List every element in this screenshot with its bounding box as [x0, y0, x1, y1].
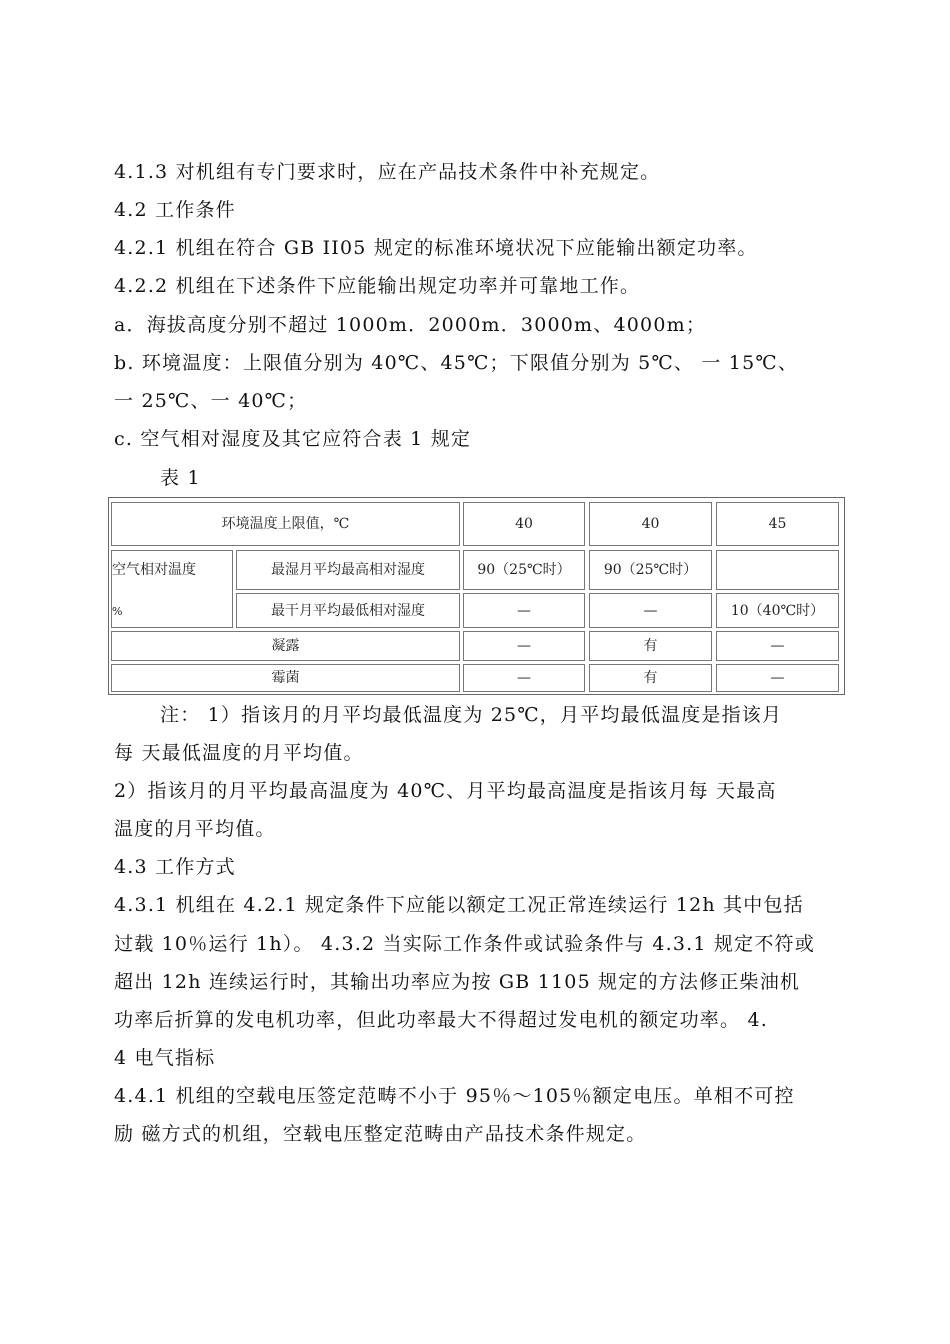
table-cell: 45	[716, 502, 839, 546]
table-cell: 10（40℃时）	[716, 593, 839, 628]
heading-4-4: 4 电气指标	[114, 1047, 216, 1069]
paragraph-4-2-1: 4.2.1 机组在符合 GB II05 规定的标准环境状况下应能输出额定功率。	[114, 237, 758, 259]
paragraph-4-1-3: 4.1.3 对机组有专门要求时，应在产品技术条件中补充规定。	[114, 161, 661, 183]
paragraph-4-4-1-cont: 励 磁方式的机组，空载电压整定范畴由产品技术条件规定。	[114, 1123, 647, 1145]
conditions-table	[108, 497, 845, 695]
item-c: c. 空气相对湿度及其它应符合表 1 规定	[114, 428, 472, 450]
table-cell: —	[589, 593, 712, 628]
table-cell: —	[463, 631, 585, 661]
item-b-continued: 一 25℃、一 40℃；	[114, 390, 308, 412]
row-label-min-humidity: 最干月平均最低相对湿度	[236, 593, 460, 628]
table-cell: —	[463, 664, 585, 692]
note-2: 2）指该月的月平均最高温度为 40℃、月平均最高温度是指该月每 天最高	[114, 780, 777, 802]
item-b: b. 环境温度：上限值分别为 40℃、45℃；下限值分别为 5℃、 一 15℃、	[114, 352, 799, 374]
table-cell: 40	[589, 502, 712, 546]
item-a: a．海拔高度分别不超过 1000m．2000m．3000m、4000m；	[114, 314, 707, 336]
note-2-continued: 温度的月平均值。	[114, 818, 276, 840]
paragraph-4-3-1-cont-1: 过载 10％运行 1h）。 4.3.2 当实际工作条件或试验条件与 4.3.1 规定不符或	[114, 933, 815, 955]
table-cell: 40	[463, 502, 585, 546]
row-label-max-humidity: 最湿月平均最高相对湿度	[236, 550, 460, 590]
table-cell: —	[463, 593, 585, 628]
heading-4-2: 4.2 工作条件	[114, 199, 236, 221]
paragraph-4-3-1: 4.3.1 机组在 4.2.1 规定条件下应能以额定工况正常连续运行 12h 其中包括	[114, 894, 804, 916]
table-header-label: 环境温度上限值，℃	[111, 502, 460, 546]
table-cell	[716, 550, 839, 590]
paragraph-4-2-2: 4.2.2 机组在下述条件下应能输出规定功率并可靠地工作。	[114, 275, 641, 297]
table-cell: —	[716, 631, 839, 661]
note-1: 注： 1）指该月的月平均最低温度为 25℃，月平均最低温度是指该月	[160, 704, 783, 726]
table-cell: 90（25℃时）	[463, 550, 585, 590]
paragraph-4-3-1-cont-3: 功率后折算的发电机功率，但此功率最大不得超过发电机的额定功率。 4.	[114, 1009, 768, 1031]
heading-4-3: 4.3 工作方式	[114, 856, 236, 878]
row-label-condensation: 凝露	[111, 631, 460, 661]
table-cell: 有	[589, 631, 712, 661]
humidity-group-label	[111, 550, 233, 628]
humidity-unit: %	[112, 605, 123, 618]
note-1-continued: 每 天最低温度的月平均值。	[114, 742, 364, 764]
table-cell: —	[716, 664, 839, 692]
row-label-mold: 霉菌	[111, 664, 460, 692]
paragraph-4-4-1: 4.4.1 机组的空载电压签定范畴不小于 95％～105％额定电压。单相不可控	[114, 1085, 795, 1107]
table-cell: 90（25℃时）	[589, 550, 712, 590]
humidity-label: 空气相对温度	[112, 562, 196, 578]
paragraph-4-3-1-cont-2: 超出 12h 连续运行时，其输出功率应为按 GB 1105 规定的方法修正柴油机	[114, 971, 801, 993]
table-cell: 有	[589, 664, 712, 692]
table-caption: 表 1	[160, 467, 201, 489]
